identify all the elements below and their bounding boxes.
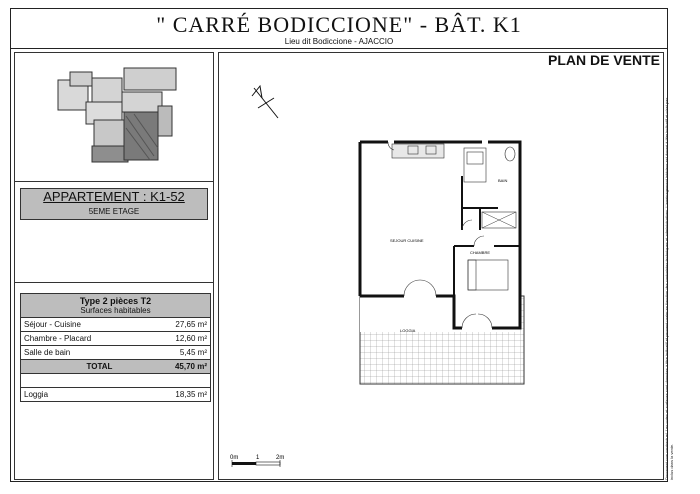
page-title: " CARRÉ BODICCIONE" - BÂT. K1 xyxy=(156,12,522,37)
scale-tick-label: 0m xyxy=(230,455,239,461)
header-divider xyxy=(10,48,668,49)
room-label-bain: BAIN xyxy=(498,178,508,183)
room-label-loggia: LOGGIA xyxy=(400,328,416,333)
table-row xyxy=(21,332,210,346)
left-panel-divider xyxy=(14,181,214,182)
disclaimer-text: Document non contractuel. Les cotes et surfaces sont données à titre indicatif et peuvent varier en fonction des contraintes techniques et administratives. L'aménagement intérieur est donné à titre indicatif et n'est pas inclus dans la vente. xyxy=(664,97,674,480)
loggia-label: Loggia xyxy=(24,390,49,399)
loggia-value: 18,35 m² xyxy=(175,390,207,399)
plan-label: PLAN DE VENTE xyxy=(547,52,660,68)
total-label: TOTAL xyxy=(86,362,113,371)
total-value: 45,70 m² xyxy=(174,362,207,371)
floor-plan-drawing xyxy=(352,136,528,388)
apartment-floor: 5EME ETAGE xyxy=(88,207,140,216)
loggia-row xyxy=(21,388,210,401)
surfaces-table xyxy=(20,293,211,402)
row-label: Salle de bain xyxy=(24,348,71,357)
row-value: 5,45 m² xyxy=(179,348,207,357)
surfaces-subtitle: Surfaces habitables xyxy=(80,306,151,315)
row-label: Séjour - Cuisine xyxy=(24,320,81,329)
scale-tick-label: 2m xyxy=(276,455,285,461)
left-panel-divider xyxy=(14,282,214,283)
table-row xyxy=(21,346,210,360)
spacer-row xyxy=(21,374,210,388)
scale-bar xyxy=(226,452,296,474)
apartment-name: APPARTEMENT : K1-52 xyxy=(43,189,185,204)
north-arrow-icon xyxy=(248,82,284,122)
surfaces-table-header xyxy=(21,294,210,318)
room-label-chambre: CHAMBRE xyxy=(470,250,491,255)
room-label-sejour: SEJOUR CUISINE xyxy=(390,238,424,243)
row-value: 12,60 m² xyxy=(175,334,207,343)
total-row xyxy=(21,360,210,374)
table-row xyxy=(21,318,210,332)
key-plan-thumbnail xyxy=(54,66,180,166)
page-subtitle: Lieu dit Bodiccione - AJACCIO xyxy=(284,37,394,46)
row-value: 27,65 m² xyxy=(175,320,207,329)
row-label: Chambre - Placard xyxy=(24,334,92,343)
scale-tick-label: 1 xyxy=(256,455,260,461)
apartment-type: Type 2 pièces T2 xyxy=(79,296,152,306)
